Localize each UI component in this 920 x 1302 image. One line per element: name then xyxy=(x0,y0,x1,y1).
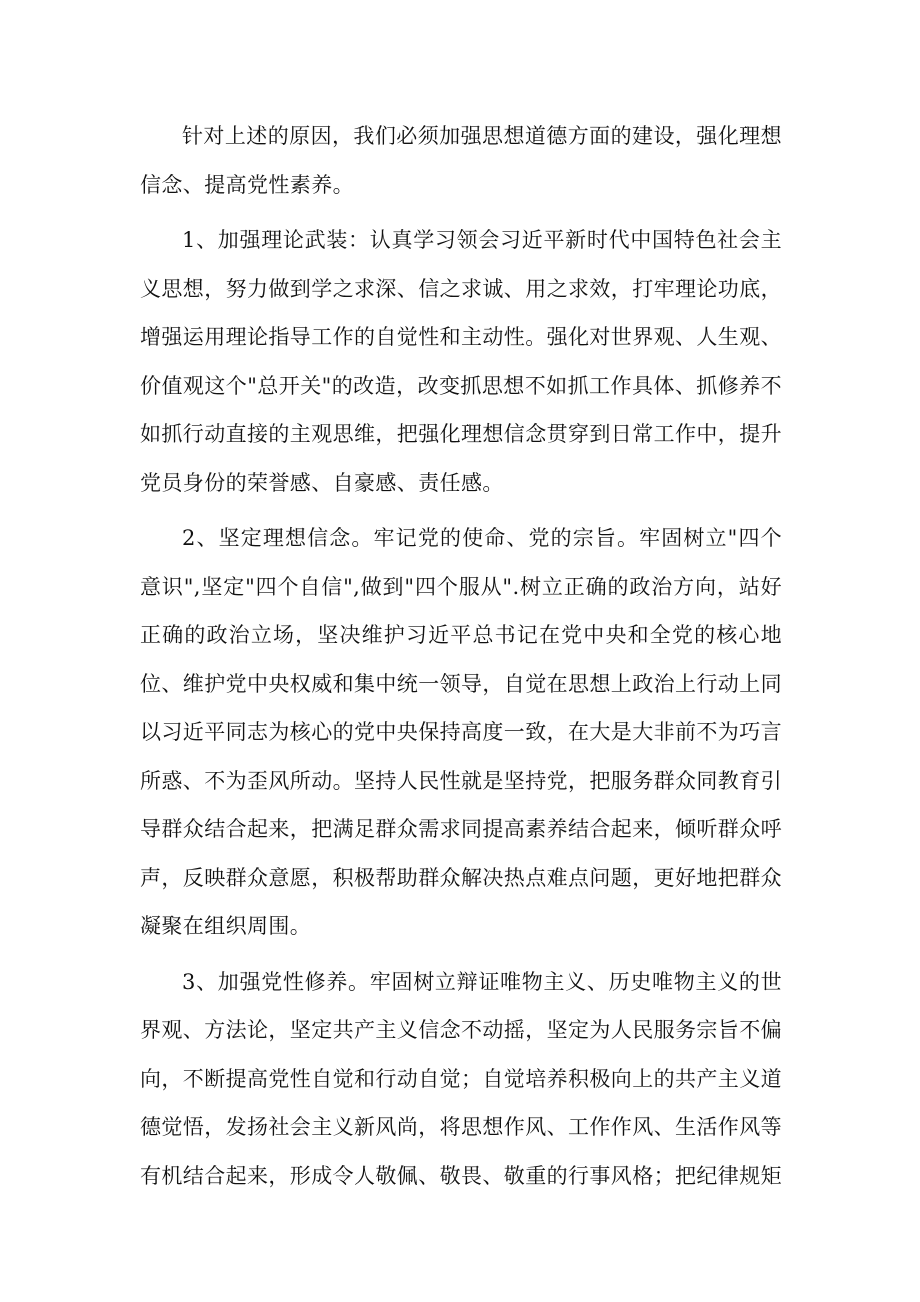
document-body xyxy=(140,112,782,1207)
paragraph-item-2: 2、坚定理想信念。牢记党的使命、党的宗旨。牢固树立"四个意识",坚定"四个自信",做到"四个服从".树立正确的政治方向，站好正确的政治立场，坚决维护习近平总书记在党中央和全党的核心地位、维护党中央权威和集中统一领导，自觉在思想上政治上行动上同以习近平同志为核心的党中央保持高度一致，在大是大非前不为巧言所惑、不为歪风所动。坚持人民性就是坚持党，把服务群众同教育引导群众结合起来，把满足群众需求同提高素养结合起来，倾听群众呼声，反映群众意愿，积极帮助群众解决热点难点问题，更好地把群众凝聚在组织周围。 xyxy=(140,526,782,938)
paragraph-item-1: 1、加强理论武装：认真学习领会习近平新时代中国特色社会主义思想，努力做到学之求深、信之求诚、用之求效，打牢理论功底，增强运用理论指导工作的自觉性和主动性。强化对世界观、人生观、价值观这个"总开关"的改造，改变抓思想不如抓工作具体、抓修养不如抓行动直接的主观思维，把强化理想信念贯穿到日常工作中，提升党员身份的荣誉感、自豪感、责任感。 xyxy=(140,228,782,495)
paragraph-item-3: 3、加强党性修养。牢固树立辩证唯物主义、历史唯物主义的世界观、方法论，坚定共产主义信念不动摇，坚定为人民服务宗旨不偏向，不断提高党性自觉和行动自觉；自觉培养积极向上的共产主义道德觉悟，发扬社会主义新风尚，将思想作风、工作作风、生活作风等有机结合起来，形成令人敬佩、敬畏、敬重的行事风格；把纪律规矩 xyxy=(140,969,782,1188)
paragraph-intro: 针对上述的原因，我们必须加强思想道德方面的建设，强化理想信念、提高党性素养。 xyxy=(140,124,782,197)
